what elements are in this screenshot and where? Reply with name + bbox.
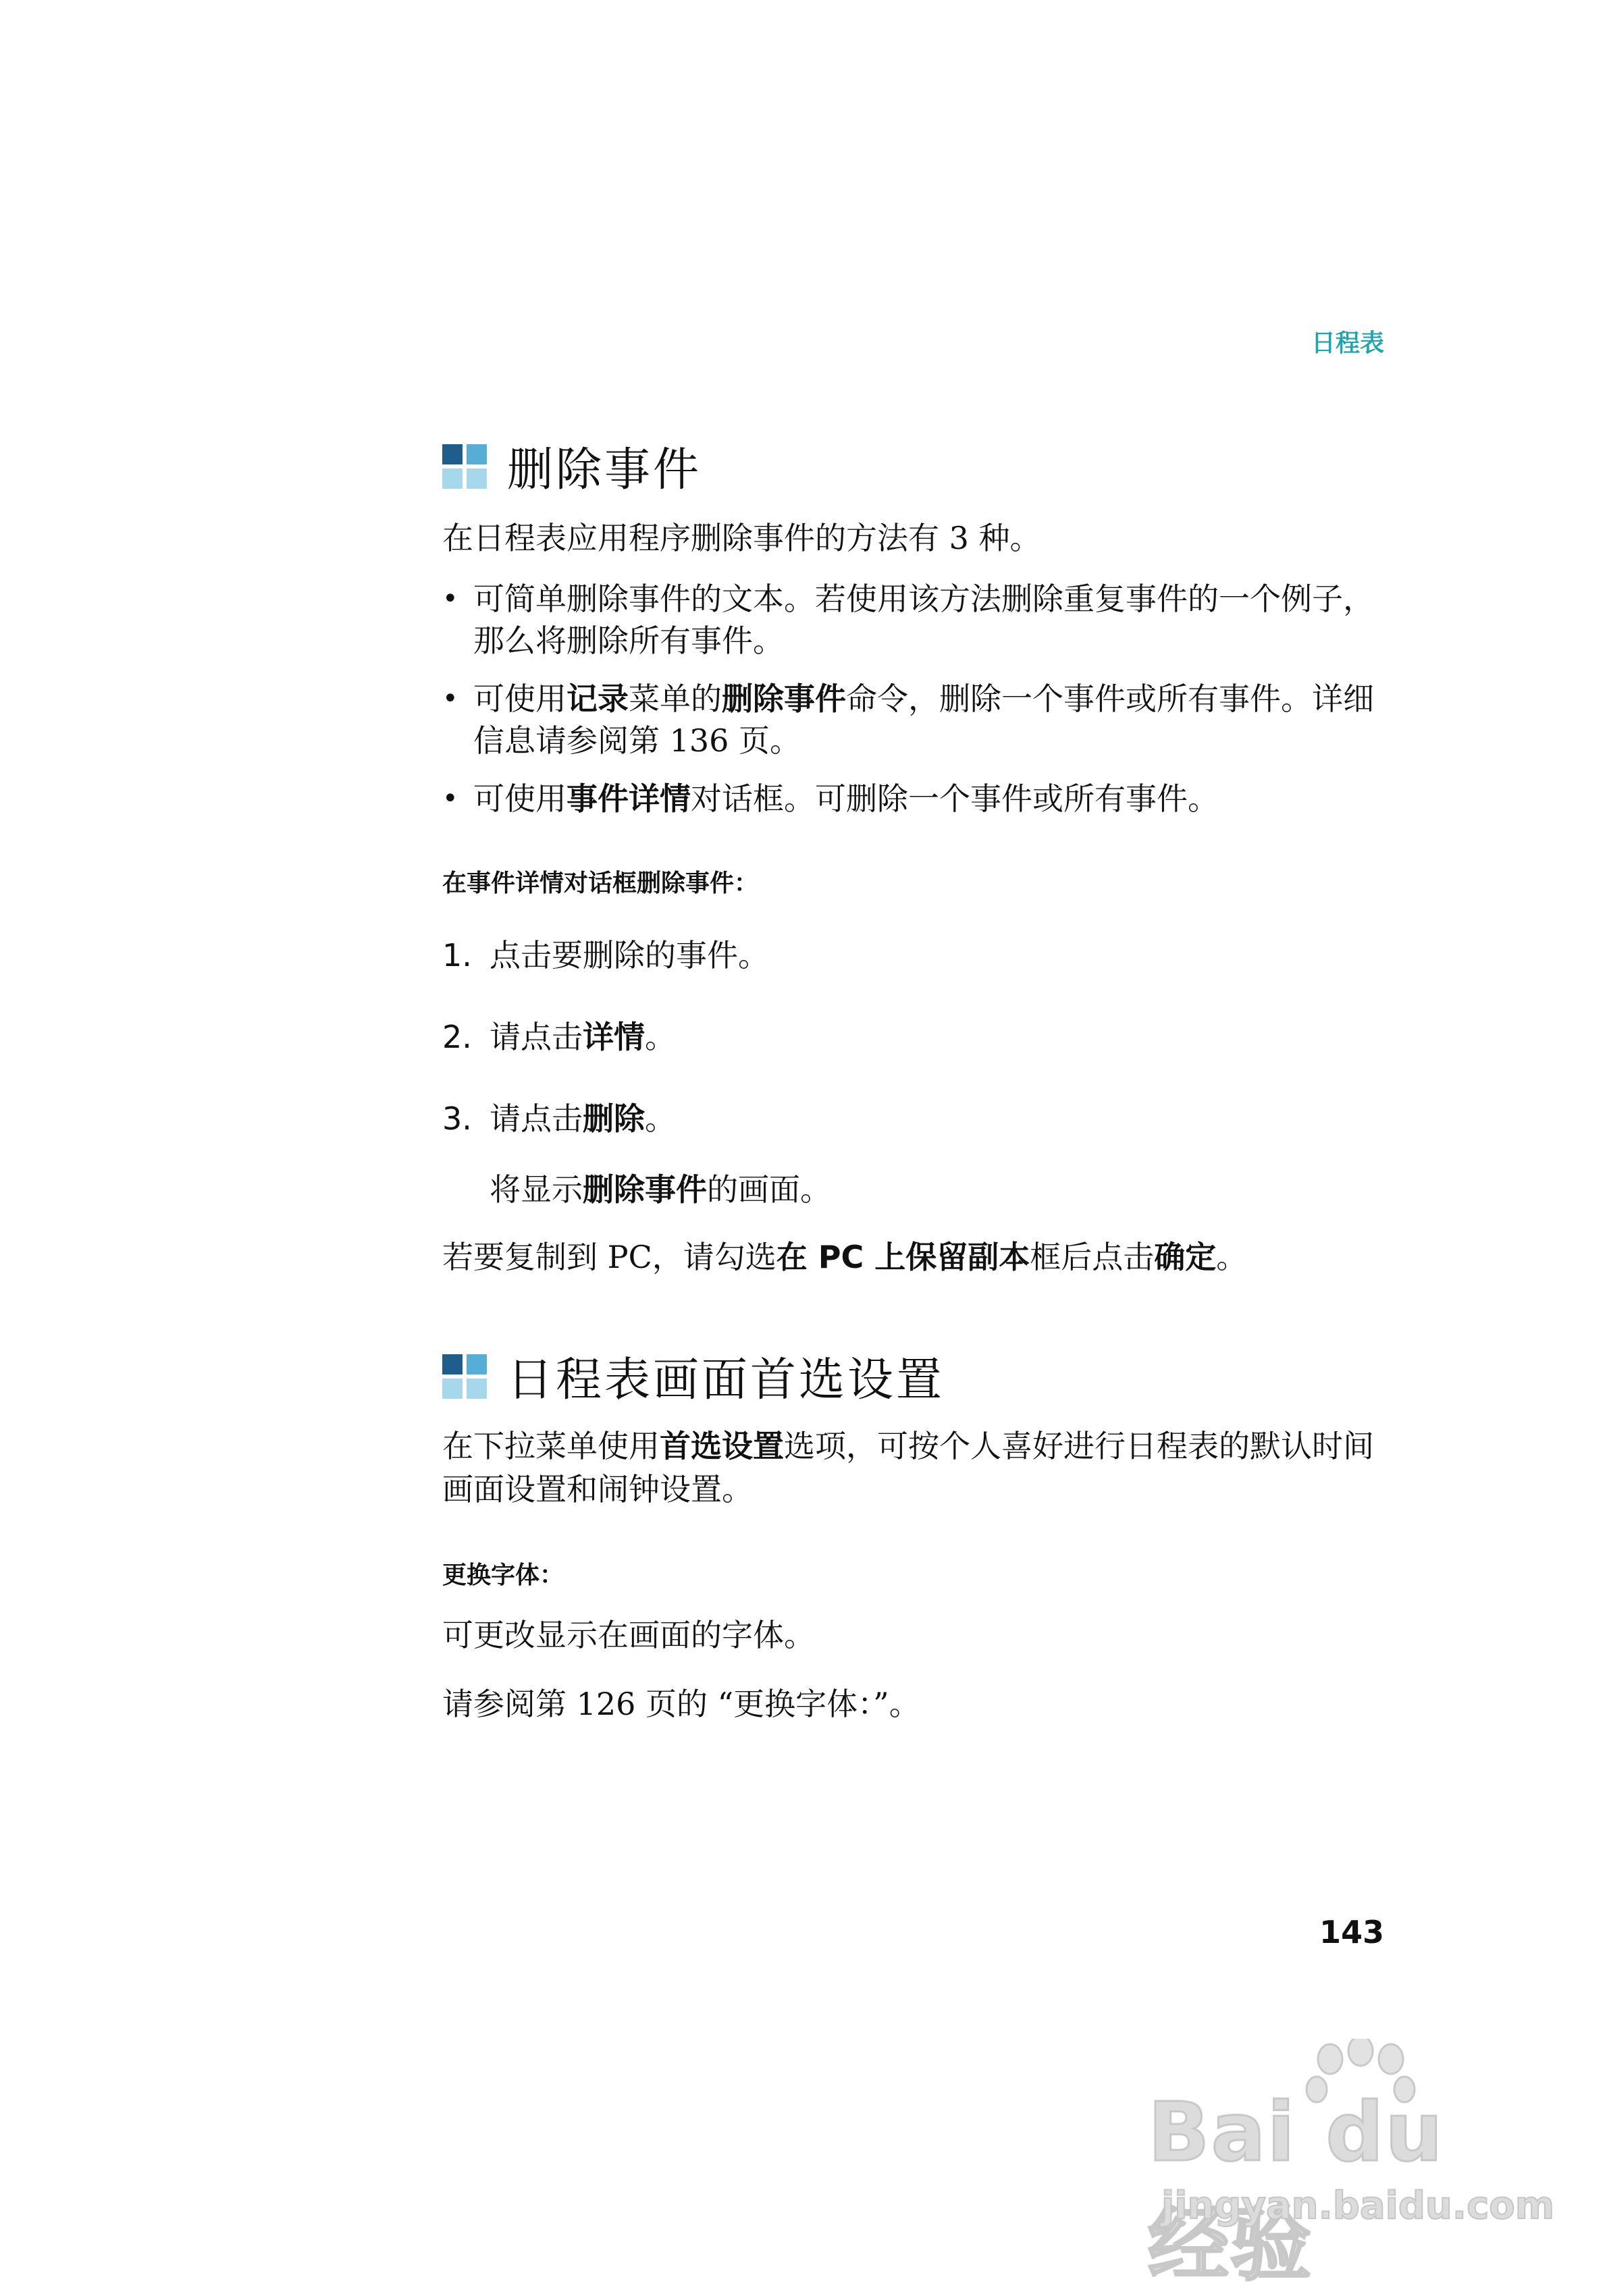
page-number: 143 xyxy=(1319,1914,1384,1950)
section-squares-icon xyxy=(442,444,487,489)
copy-note: 若要复制到 PC，请勾选在 PC 上保留副本框后点击确定。 xyxy=(442,1239,1248,1275)
step-result: 将显示删除事件的画面。 xyxy=(490,1171,831,1208)
font-subheading: 更换字体： xyxy=(442,1561,564,1589)
section-title-row xyxy=(442,433,1388,499)
section-title: 日程表画面首选设置 xyxy=(507,1354,945,1407)
step-item: 2. 请点击详情。 xyxy=(442,1019,676,1055)
font-reference: 请参阅第 126 页的 “更换字体：”。 xyxy=(442,1686,920,1722)
section-squares-icon xyxy=(442,1354,487,1399)
section-title-row xyxy=(442,1343,1388,1409)
watermark-brand: Bai du 经验 xyxy=(1148,2086,1444,2292)
running-head: 日程表 xyxy=(1311,329,1384,357)
preferences-intro: 在下拉菜单使用首选设置选项，可按个人喜好进行日程表的默认时间画面设置和闹钟设置。 xyxy=(442,1428,1374,1507)
bullet-item: • 可使用记录菜单的删除事件命令，删除一个事件或所有事件。详细信息请参阅第 136 页。 xyxy=(442,678,1388,762)
step-item: 3. 请点击删除。 xyxy=(442,1100,676,1137)
step-item: 1. 点击要删除的事件。 xyxy=(442,937,769,973)
bullet-item: • 可使用事件详情对话框。可删除一个事件或所有事件。 xyxy=(442,778,1388,820)
watermark-url: jingyan.baidu.com xyxy=(1161,2184,1555,2228)
bullet-item: • 可简单删除事件的文本。若使用该方法删除重复事件的一个例子，那么将删除所有事件。 xyxy=(442,578,1388,662)
section-delete-events xyxy=(442,433,1388,499)
procedure-subheading: 在事件详情对话框删除事件： xyxy=(442,870,759,897)
intro-paragraph: 在日程表应用程序删除事件的方法有 3 种。 xyxy=(442,520,1041,556)
font-description: 可更改显示在画面的字体。 xyxy=(442,1617,815,1653)
section-title: 删除事件 xyxy=(507,444,702,497)
section-calendar-preferences xyxy=(442,1343,1388,1409)
baidu-jingyan-watermark xyxy=(1148,2039,1555,2292)
bullet-list xyxy=(442,578,1388,820)
